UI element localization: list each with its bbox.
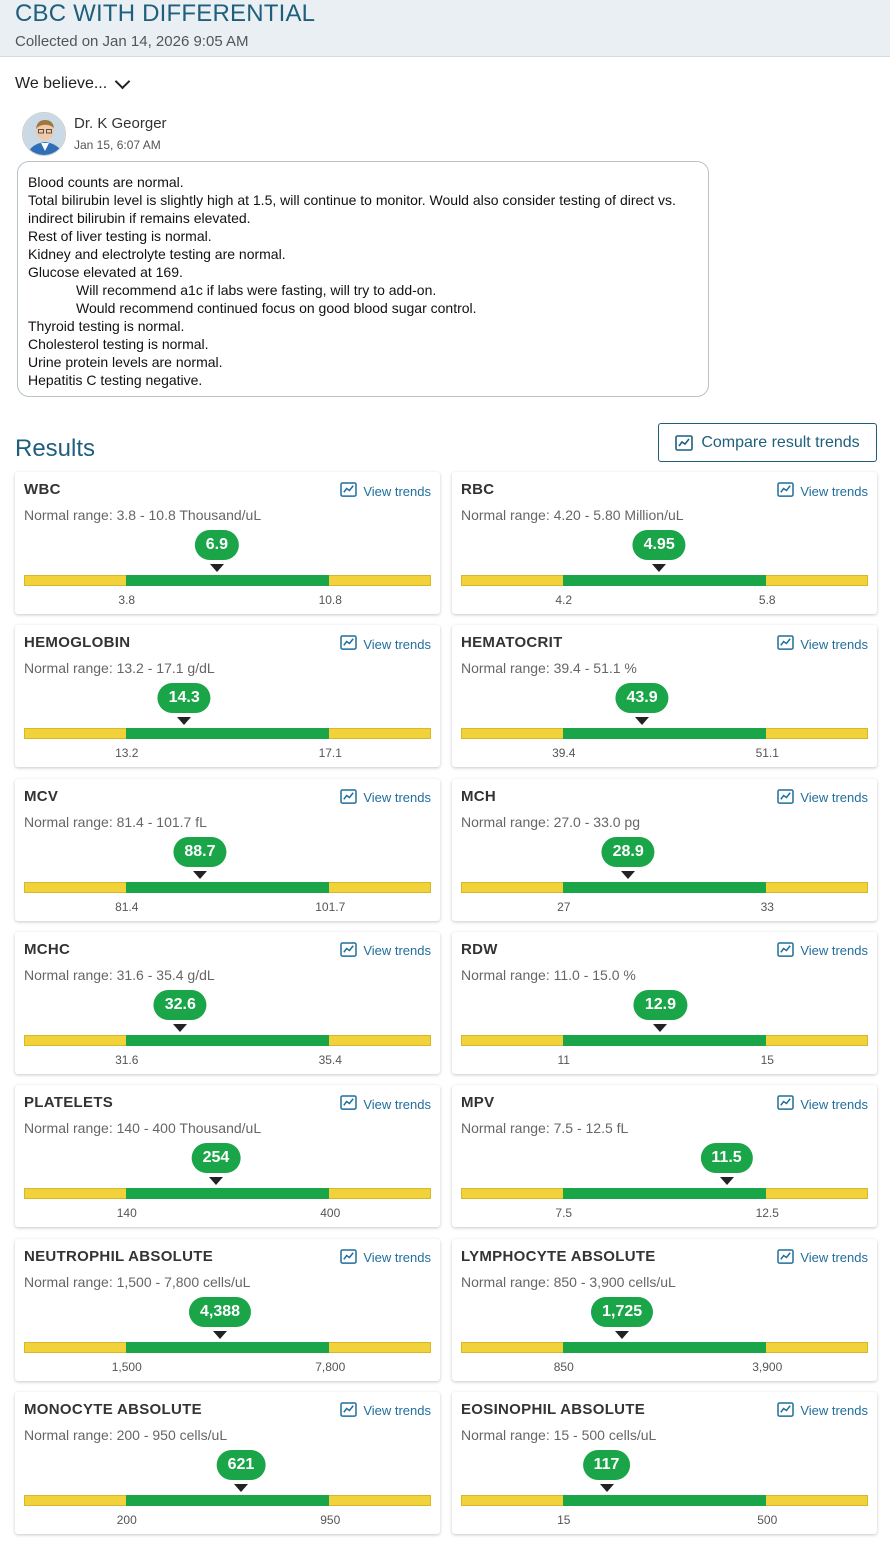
result-name: MPV bbox=[461, 1094, 495, 1112]
view-trends-link[interactable] bbox=[340, 942, 431, 960]
comment-line: Glucose elevated at 169. bbox=[28, 264, 183, 280]
view-trends-label: View trends bbox=[800, 483, 868, 499]
doctor-comment bbox=[17, 161, 709, 397]
view-trends-label: View trends bbox=[363, 636, 431, 652]
trend-chart-icon bbox=[340, 482, 357, 500]
comment-line: Would recommend continued focus on good blood sugar control. bbox=[76, 300, 477, 316]
trend-chart-icon bbox=[340, 942, 357, 960]
result-name: LYMPHOCYTE ABSOLUTE bbox=[461, 1247, 656, 1265]
range-low-label: 1,500 bbox=[111, 1359, 142, 1374]
range-low-label: 27 bbox=[557, 899, 571, 914]
result-name: MCHC bbox=[24, 940, 71, 958]
comment-line: Urine protein levels are normal. bbox=[28, 354, 223, 370]
normal-band bbox=[126, 1495, 329, 1506]
normal-range: Normal range: 13.2 - 17.1 g/dL bbox=[24, 660, 215, 677]
trend-chart-icon bbox=[340, 789, 357, 807]
range-high-label: 35.4 bbox=[318, 1052, 342, 1067]
range-bar bbox=[461, 1342, 868, 1353]
range-low-label: 39.4 bbox=[552, 746, 576, 761]
range-bar bbox=[24, 1495, 431, 1506]
page-title: CBC WITH DIFFERENTIAL bbox=[15, 0, 316, 27]
view-trends-link[interactable] bbox=[340, 1249, 431, 1267]
view-trends-link[interactable] bbox=[777, 1402, 868, 1420]
view-trends-link[interactable] bbox=[340, 1095, 431, 1113]
view-trends-link[interactable] bbox=[777, 942, 868, 960]
view-trends-label: View trends bbox=[800, 636, 868, 652]
comment-line: Thyroid testing is normal. bbox=[28, 318, 185, 334]
range-high-label: 15 bbox=[760, 1052, 774, 1067]
normal-range: Normal range: 81.4 - 101.7 fL bbox=[24, 813, 207, 830]
comment-line: Blood counts are normal. bbox=[28, 174, 184, 190]
view-trends-label: View trends bbox=[800, 943, 868, 959]
trend-chart-icon bbox=[777, 942, 794, 960]
range-bar bbox=[461, 882, 868, 893]
value-pointer bbox=[234, 1484, 248, 1492]
range-low-label: 4.2 bbox=[555, 593, 573, 607]
comment-line: Will recommend a1c if labs were fasting, will try to add-on. bbox=[76, 282, 437, 298]
range-high-label: 5.8 bbox=[758, 593, 776, 607]
range-bar bbox=[461, 1035, 868, 1046]
range-high-label: 17.1 bbox=[318, 746, 342, 761]
normal-band bbox=[563, 1495, 766, 1506]
result-name: MONOCYTE ABSOLUTE bbox=[24, 1400, 202, 1418]
result-card-hematocrit bbox=[452, 625, 877, 767]
result-value-badge: 14.3 bbox=[158, 683, 211, 713]
range-high-label: 950 bbox=[320, 1512, 341, 1527]
range-high-label: 33 bbox=[760, 899, 774, 914]
results-heading: Results bbox=[15, 435, 96, 462]
view-trends-link[interactable] bbox=[777, 482, 868, 500]
view-trends-label: View trends bbox=[363, 1403, 431, 1419]
trend-chart-icon bbox=[675, 435, 693, 451]
range-low-label: 200 bbox=[116, 1512, 137, 1527]
range-bar bbox=[461, 575, 868, 586]
view-trends-label: View trends bbox=[363, 790, 431, 806]
range-bar bbox=[24, 1188, 431, 1199]
result-card-hemoglobin bbox=[15, 625, 440, 767]
range-low-label: 7.5 bbox=[555, 1206, 573, 1221]
value-pointer bbox=[653, 1024, 667, 1032]
result-value-badge: 254 bbox=[192, 1143, 241, 1173]
trend-chart-icon bbox=[777, 1095, 794, 1113]
chevron-down-icon bbox=[115, 73, 131, 89]
view-trends-label: View trends bbox=[363, 1250, 431, 1265]
value-pointer bbox=[209, 1177, 223, 1185]
range-high-label: 500 bbox=[757, 1512, 778, 1527]
range-bar bbox=[461, 728, 868, 739]
range-low-label: 81.4 bbox=[115, 899, 139, 914]
doctor-avatar bbox=[22, 112, 66, 156]
range-high-label: 51.1 bbox=[755, 746, 779, 761]
result-card-rbc bbox=[452, 472, 877, 614]
result-name: HEMOGLOBIN bbox=[24, 634, 131, 652]
range-low-label: 3.8 bbox=[118, 593, 136, 607]
normal-range: Normal range: 140 - 400 Thousand/uL bbox=[24, 1120, 262, 1137]
view-trends-label: View trends bbox=[800, 1403, 868, 1419]
compare-label: Compare result trends bbox=[701, 433, 860, 451]
view-trends-label: View trends bbox=[800, 1250, 868, 1265]
range-low-label: 11 bbox=[557, 1052, 570, 1067]
result-card-eosinophil-absolute bbox=[452, 1392, 877, 1534]
trend-chart-icon bbox=[340, 1095, 357, 1113]
result-card-wbc bbox=[15, 472, 440, 614]
result-value-badge: 4,388 bbox=[189, 1297, 251, 1327]
normal-band bbox=[563, 1188, 766, 1199]
result-name: MCH bbox=[461, 787, 497, 805]
view-trends-link[interactable] bbox=[777, 789, 868, 807]
result-value-badge: 6.9 bbox=[195, 530, 239, 560]
range-high-label: 10.8 bbox=[318, 593, 342, 607]
normal-range: Normal range: 39.4 - 51.1 % bbox=[461, 660, 637, 677]
view-trends-label: View trends bbox=[363, 943, 431, 959]
result-name: EOSINOPHIL ABSOLUTE bbox=[461, 1400, 646, 1418]
result-value-badge: 117 bbox=[583, 1450, 631, 1480]
result-card-mpv bbox=[452, 1085, 877, 1227]
value-pointer bbox=[615, 1331, 629, 1339]
trend-chart-icon bbox=[777, 789, 794, 807]
result-value-badge: 88.7 bbox=[173, 837, 226, 867]
value-pointer bbox=[600, 1484, 614, 1492]
normal-band bbox=[563, 728, 766, 739]
range-bar bbox=[24, 882, 431, 893]
comment-line: Kidney and electrolyte testing are normal. bbox=[28, 246, 286, 262]
normal-band bbox=[126, 882, 329, 893]
range-low-label: 850 bbox=[553, 1359, 574, 1374]
trend-chart-icon bbox=[777, 1249, 794, 1267]
view-trends-label: View trends bbox=[800, 790, 868, 806]
value-pointer bbox=[210, 564, 224, 572]
result-value-badge: 43.9 bbox=[615, 683, 668, 713]
range-low-label: 15 bbox=[557, 1512, 571, 1527]
normal-band bbox=[126, 1188, 329, 1199]
result-card-platelets bbox=[15, 1085, 440, 1227]
view-trends-link[interactable] bbox=[340, 1402, 431, 1420]
normal-range: Normal range: 7.5 - 12.5 fL bbox=[461, 1120, 629, 1137]
normal-range: Normal range: 200 - 950 cells/uL bbox=[24, 1426, 228, 1443]
trend-chart-icon bbox=[777, 482, 794, 500]
range-high-label: 12.5 bbox=[755, 1206, 779, 1221]
result-value-badge: 621 bbox=[217, 1450, 266, 1480]
view-trends-link[interactable] bbox=[340, 789, 431, 807]
view-trends-label: View trends bbox=[363, 1096, 431, 1112]
result-value-badge: 11.5 bbox=[700, 1143, 752, 1173]
comment-author: Dr. K Georger bbox=[74, 115, 167, 132]
value-pointer bbox=[652, 564, 666, 572]
trend-chart-icon bbox=[340, 1249, 357, 1267]
value-pointer bbox=[621, 871, 635, 879]
trend-chart-icon bbox=[777, 1402, 794, 1420]
result-card-rdw bbox=[452, 932, 877, 1074]
view-trends-label: View trends bbox=[800, 1096, 868, 1112]
comment-line: Total bilirubin level is slightly high at 1.5, will continue to monitor. Would also consider testing of direct vs. indirect bilirubin if remains elevated. bbox=[28, 192, 676, 226]
comment-date: Jan 15, 6:07 AM bbox=[74, 138, 161, 152]
range-high-label: 400 bbox=[320, 1206, 341, 1221]
result-name: RBC bbox=[461, 481, 495, 498]
result-name: HEMATOCRIT bbox=[461, 634, 563, 652]
result-card-lymphocyte-absolute bbox=[452, 1239, 877, 1381]
normal-band bbox=[126, 1342, 329, 1353]
range-bar bbox=[24, 728, 431, 739]
view-trends-label: View trends bbox=[363, 483, 431, 499]
trend-chart-icon bbox=[340, 1402, 357, 1420]
value-pointer bbox=[213, 1331, 227, 1339]
range-low-label: 140 bbox=[116, 1206, 137, 1221]
result-value-badge: 28.9 bbox=[602, 837, 655, 867]
view-trends-link[interactable] bbox=[777, 1249, 868, 1267]
normal-range: Normal range: 4.20 - 5.80 Million/uL bbox=[461, 507, 684, 523]
range-bar bbox=[24, 575, 431, 586]
range-high-label: 3,900 bbox=[752, 1359, 783, 1374]
normal-range: Normal range: 3.8 - 10.8 Thousand/uL bbox=[24, 507, 262, 523]
range-bar bbox=[461, 1188, 868, 1199]
normal-range: Normal range: 11.0 - 15.0 % bbox=[461, 966, 636, 983]
normal-band bbox=[126, 1035, 329, 1046]
result-value-badge: 12.9 bbox=[634, 990, 687, 1020]
normal-band bbox=[563, 575, 766, 586]
result-name: WBC bbox=[24, 481, 61, 498]
normal-band bbox=[563, 882, 766, 893]
we-believe-label: We believe... bbox=[15, 75, 108, 92]
value-pointer bbox=[177, 717, 191, 725]
comment-line: Hepatitis C testing negative. bbox=[28, 372, 203, 388]
range-high-label: 7,800 bbox=[315, 1359, 346, 1374]
we-believe-toggle[interactable] bbox=[15, 75, 128, 93]
result-name: NEUTROPHIL ABSOLUTE bbox=[24, 1247, 214, 1265]
normal-range: Normal range: 850 - 3,900 cells/uL bbox=[461, 1273, 676, 1290]
result-name: RDW bbox=[461, 940, 498, 958]
range-low-label: 31.6 bbox=[115, 1052, 139, 1067]
view-trends-link[interactable] bbox=[777, 635, 868, 653]
range-bar bbox=[461, 1495, 868, 1506]
value-pointer bbox=[720, 1177, 734, 1185]
result-value-badge: 32.6 bbox=[154, 990, 207, 1020]
result-card-neutrophil-absolute bbox=[15, 1239, 440, 1381]
result-value-badge: 1,725 bbox=[591, 1297, 653, 1327]
normal-band bbox=[126, 728, 329, 739]
normal-range: Normal range: 15 - 500 cells/uL bbox=[461, 1426, 657, 1443]
view-trends-link[interactable] bbox=[340, 635, 431, 653]
view-trends-link[interactable] bbox=[777, 1095, 868, 1113]
trend-chart-icon bbox=[777, 635, 794, 653]
result-card-mcv bbox=[15, 779, 440, 921]
collected-date: Collected on Jan 14, 2026 9:05 AM bbox=[15, 33, 249, 50]
normal-band bbox=[126, 575, 329, 586]
range-low-label: 13.2 bbox=[115, 746, 139, 761]
range-bar bbox=[24, 1342, 431, 1353]
comment-line: Rest of liver testing is normal. bbox=[28, 228, 212, 244]
result-header bbox=[0, 0, 890, 57]
value-pointer bbox=[635, 717, 649, 725]
result-name: MCV bbox=[24, 787, 59, 805]
trend-chart-icon bbox=[340, 635, 357, 653]
result-card-mchc bbox=[15, 932, 440, 1074]
range-bar bbox=[24, 1035, 431, 1046]
result-card-monocyte-absolute bbox=[15, 1392, 440, 1534]
result-name: PLATELETS bbox=[24, 1094, 114, 1112]
normal-band bbox=[563, 1342, 766, 1353]
value-pointer bbox=[193, 871, 207, 879]
comment-line: Cholesterol testing is normal. bbox=[28, 336, 209, 352]
view-trends-link[interactable] bbox=[340, 482, 431, 500]
normal-range: Normal range: 31.6 - 35.4 g/dL bbox=[24, 966, 215, 983]
result-card-mch bbox=[452, 779, 877, 921]
range-high-label: 101.7 bbox=[315, 899, 346, 914]
value-pointer bbox=[173, 1024, 187, 1032]
normal-band bbox=[563, 1035, 766, 1046]
normal-range: Normal range: 1,500 - 7,800 cells/uL bbox=[24, 1273, 251, 1290]
result-value-badge: 4.95 bbox=[633, 530, 686, 560]
normal-range: Normal range: 27.0 - 33.0 pg bbox=[461, 813, 640, 830]
compare-result-trends-button[interactable] bbox=[658, 423, 877, 462]
